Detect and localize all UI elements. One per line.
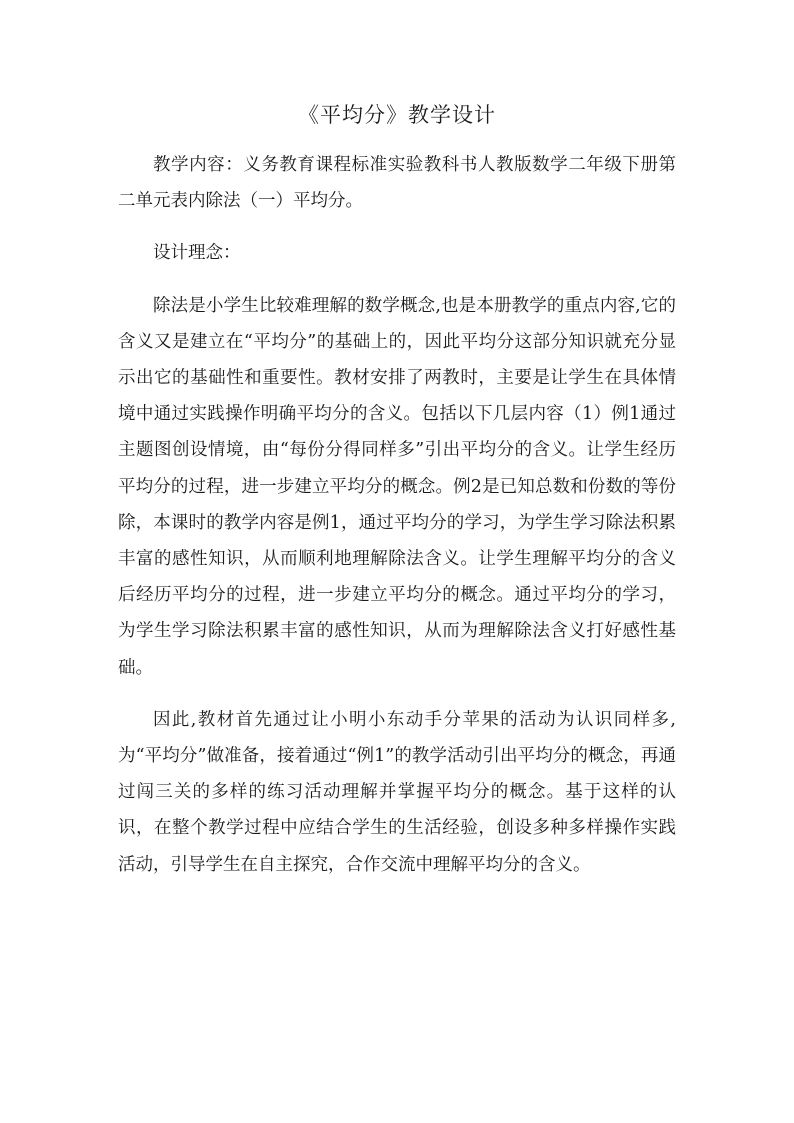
paragraph-teaching-content: 教学内容：义务教育课程标准实验教科书人教版数学二年级下册第二单元表内除法（一）平均分。 <box>118 155 676 212</box>
paragraph-gap <box>118 686 676 702</box>
paragraph-gap <box>118 219 676 235</box>
paragraph-teaching-approach: 因此,教材首先通过让小明小东动手分苹果的活动为认识同样多,为“平均分”做准备，接着通过“例1”的教学活动引出平均分的概念，再通过闯三关的多样的练习活动理解并掌握平均分的概念。基于这样的认识，在整个教学过程中应结合学生的生活经验，创设多种多样操作实践活动，引导学生在自主探究，合作交流中理解平均分的含义。 <box>118 709 676 875</box>
document-body <box>118 147 676 883</box>
paragraph-design-concept-body: 除法是小学生比较难理解的数学概念,也是本册教学的重点内容,它的含义又是建立在“平均分”的基础上的，因此平均分这部分知识就充分显示出它的基础性和重要性。教材安排了两教时，主要是让学生在具体情境中通过实践操作明确平均分的含义。包括以下几层内容（1）例1通过主题图创设情境，由“每份分得同样多”引出平均分的含义。让学生经历平均分的过程，进一步建立平均分的概念。例2是已知总数和份数的等份除，本课时的教学内容是例1，通过平均分的学习，为学生学习除法积累丰富的感性知识，从而顺利地理解除法含义。让学生理解平均分的含义后经历平均分的过程，进一步建立平均分的概念。通过平均分的学习，为学生学习除法积累丰富的感性知识，从而为理解除法含义打好感性基础。 <box>118 295 676 678</box>
paragraph-gap <box>118 272 676 288</box>
paragraph-design-concept-heading: 设计理念： <box>153 243 241 264</box>
document-title: 《平均分》教学设计 <box>298 103 496 127</box>
